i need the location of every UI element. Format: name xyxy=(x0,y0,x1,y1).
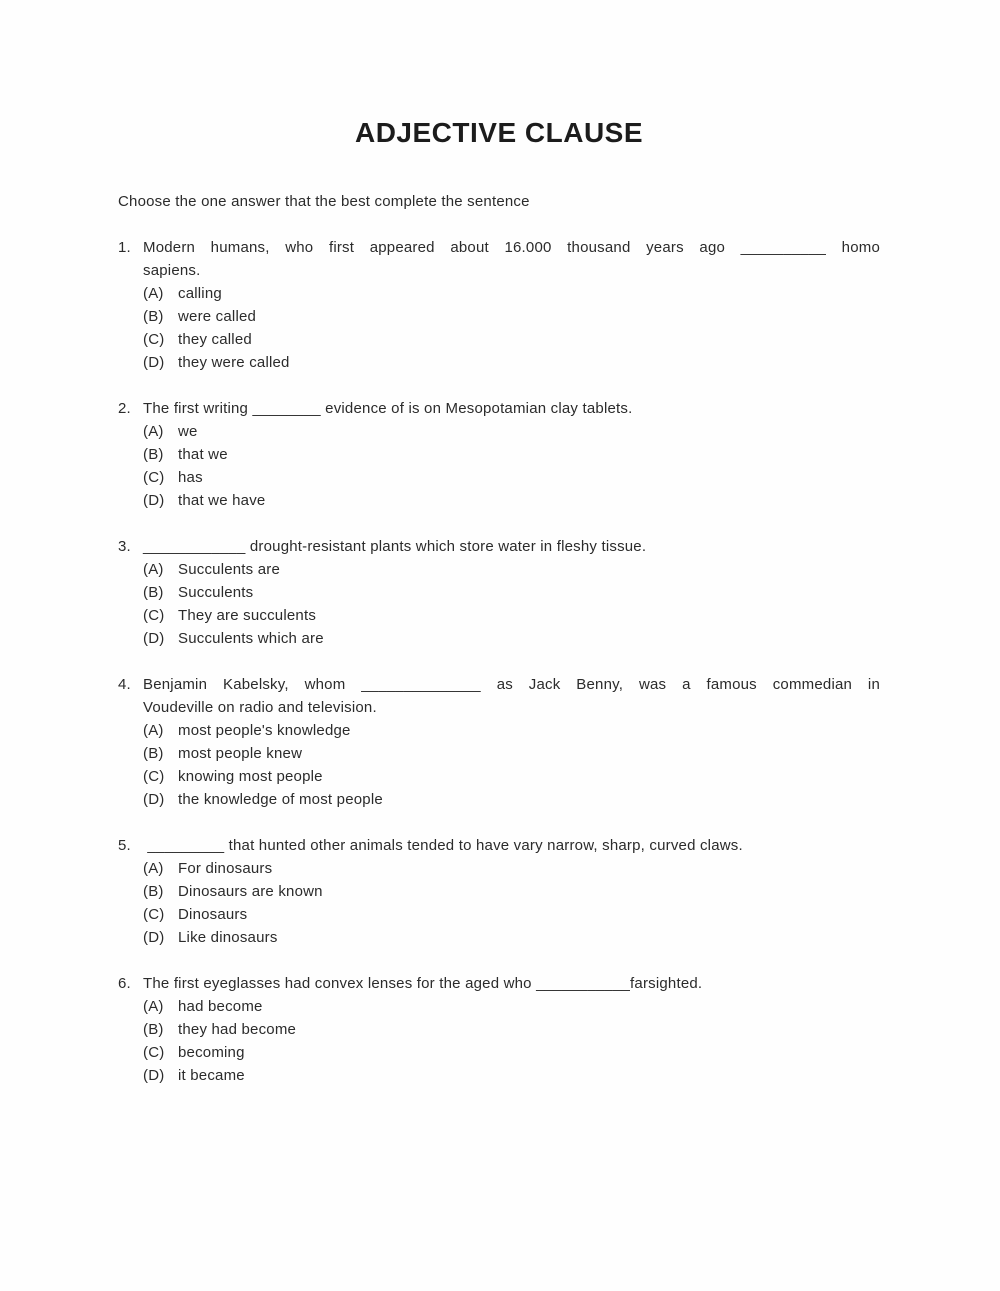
question xyxy=(118,673,880,811)
option-row xyxy=(143,903,880,926)
option-text: we xyxy=(178,423,198,440)
option-row xyxy=(143,788,880,811)
option-letter: (B) xyxy=(143,1021,164,1038)
question-stem-line: The first writing ________ evidence of is on Mesopotamian clay tablets. xyxy=(143,400,633,417)
question xyxy=(118,972,880,1087)
option-letter: (C) xyxy=(143,768,165,785)
question-stem-line: Modern humans, who first appeared about 16.000 thousand years ago __________ homo xyxy=(143,239,880,256)
option-row xyxy=(143,1064,880,1087)
option-text: that we xyxy=(178,446,228,463)
option-text: Like dinosaurs xyxy=(178,929,278,946)
option-letter: (A) xyxy=(143,561,164,578)
question-stem-line: The first eyeglasses had convex lenses for the aged who ___________farsighted. xyxy=(143,975,703,992)
question-body xyxy=(143,834,880,949)
option-text: they called xyxy=(178,331,252,348)
document-title: ADJECTIVE CLAUSE xyxy=(354,117,644,148)
question-number: 4. xyxy=(118,676,131,693)
option-letter: (C) xyxy=(143,1044,165,1061)
option-text: the knowledge of most people xyxy=(178,791,383,808)
option-text: they were called xyxy=(178,354,290,371)
option-row xyxy=(143,926,880,949)
option-row xyxy=(143,558,880,581)
option-row xyxy=(143,627,880,650)
question-stem-line: Benjamin Kabelsky, whom ______________ as Jack Benny, was a famous commedian in xyxy=(143,676,880,693)
option-letter: (C) xyxy=(143,607,165,624)
option-row xyxy=(143,489,880,512)
option-text: Succulents are xyxy=(178,561,281,578)
option-letter: (D) xyxy=(143,1067,165,1084)
option-row xyxy=(143,282,880,305)
question-body xyxy=(143,397,880,512)
question-stem-line: sapiens. xyxy=(143,262,201,279)
option-letter: (B) xyxy=(143,584,164,601)
question-stem-line: ____________ drought-resistant plants which store water in fleshy tissue. xyxy=(143,538,647,555)
option-letter: (B) xyxy=(143,883,164,900)
option-row xyxy=(143,742,880,765)
option-letter: (D) xyxy=(143,791,165,808)
question-body xyxy=(143,972,880,1087)
question-body xyxy=(143,535,880,650)
question-number: 2. xyxy=(118,400,131,417)
option-letter: (A) xyxy=(143,722,164,739)
option-letter: (D) xyxy=(143,354,165,371)
option-row xyxy=(143,443,880,466)
option-text: Succulents which are xyxy=(178,630,324,647)
option-row xyxy=(143,765,880,788)
option-letter: (B) xyxy=(143,745,164,762)
question xyxy=(118,236,880,374)
option-text: most people's knowledge xyxy=(178,722,351,739)
option-text: they had become xyxy=(178,1021,297,1038)
option-text: calling xyxy=(178,285,222,302)
option-text: that we have xyxy=(178,492,266,509)
option-row xyxy=(143,880,880,903)
option-letter: (C) xyxy=(143,331,165,348)
question-number: 3. xyxy=(118,538,131,555)
question-stem-line: _________ that hunted other animals tended to have vary narrow, sharp, curved claws. xyxy=(143,837,743,854)
question-number: 6. xyxy=(118,975,131,992)
option-letter: (B) xyxy=(143,446,164,463)
option-text: were called xyxy=(178,308,257,325)
option-letter: (A) xyxy=(143,860,164,877)
question-body xyxy=(143,673,880,811)
option-letter: (A) xyxy=(143,285,164,302)
question-number: 5. xyxy=(118,837,131,854)
option-letter: (B) xyxy=(143,308,164,325)
option-row xyxy=(143,466,880,489)
option-row xyxy=(143,581,880,604)
option-row xyxy=(143,857,880,880)
option-row xyxy=(143,995,880,1018)
option-text: had become xyxy=(178,998,263,1015)
option-text: Succulents xyxy=(178,584,254,601)
option-row xyxy=(143,604,880,627)
option-letter: (C) xyxy=(143,906,165,923)
question-body xyxy=(143,236,880,374)
instruction-text: Choose the one answer that the best complete the sentence xyxy=(118,193,530,210)
option-row xyxy=(143,420,880,443)
option-letter: (D) xyxy=(143,630,165,647)
option-text: Dinosaurs xyxy=(178,906,248,923)
question xyxy=(118,397,880,512)
option-text: Dinosaurs are known xyxy=(178,883,323,900)
option-text: They are succulents xyxy=(178,607,317,624)
question-number: 1. xyxy=(118,239,131,256)
option-text: For dinosaurs xyxy=(178,860,273,877)
question-list xyxy=(118,236,880,1087)
option-text: most people knew xyxy=(178,745,303,762)
question xyxy=(118,535,880,650)
option-text: has xyxy=(178,469,203,486)
option-letter: (A) xyxy=(143,423,164,440)
option-letter: (D) xyxy=(143,492,165,509)
option-text: knowing most people xyxy=(178,768,323,785)
option-row xyxy=(143,328,880,351)
option-letter: (C) xyxy=(143,469,165,486)
option-text: becoming xyxy=(178,1044,245,1061)
option-row xyxy=(143,305,880,328)
option-letter: (A) xyxy=(143,998,164,1015)
option-letter: (D) xyxy=(143,929,165,946)
option-row xyxy=(143,719,880,742)
question xyxy=(118,834,880,949)
option-row xyxy=(143,351,880,374)
option-text: it became xyxy=(178,1067,245,1084)
option-row xyxy=(143,1018,880,1041)
question-stem-line: Voudeville on radio and television. xyxy=(143,699,377,716)
option-row xyxy=(143,1041,880,1064)
